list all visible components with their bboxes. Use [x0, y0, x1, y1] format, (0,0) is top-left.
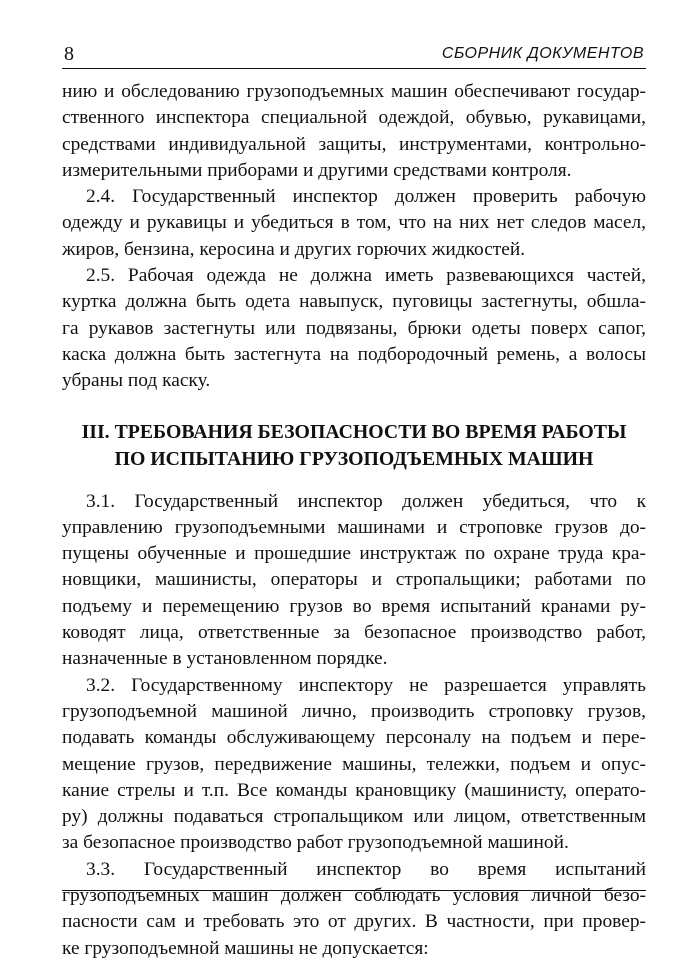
paragraph-2-4 — [62, 184, 646, 263]
text-line: куртка должна быть одета навыпуск, пуговицы застегнуты, обшла- — [62, 291, 646, 313]
text-line: грузоподъемных машин должен соблюдать условия личной безо- — [62, 885, 646, 907]
text-line: подавать команды обслуживающему персоналу на подъем и пере- — [62, 727, 646, 749]
text-line: 3.1. Государственный инспектор должен убедиться, что к — [86, 490, 646, 512]
text-line: за безопасное производство работ грузоподъемной машиной. — [62, 832, 569, 854]
text-line: га рукавов застегнуты или подвязаны, брюки одеты поверх сапог, — [62, 317, 646, 339]
text-line: подъему и перемещению грузов во время испытаний кранами ру- — [62, 595, 646, 617]
bottom-rule — [62, 890, 646, 891]
text-line: измерительными приборами и другими средствами контроля. — [62, 159, 572, 181]
text-line: новщики, машинисты, операторы и стропальщики; работами по — [62, 569, 646, 591]
paragraph-2-5 — [62, 263, 646, 394]
text-line: ственного инспектора специальной одеждой, обувью, рукавицами, — [62, 107, 646, 129]
text-line: ру) должны подаваться стропальщиком или лицом, ответственным — [62, 806, 646, 828]
text-line: пущены обученные и прошедшие инструктаж по охране труда кра- — [62, 543, 646, 565]
collection-title: СБОРНИК ДОКУМЕНТОВ — [441, 45, 644, 62]
section-heading-line: III. ТРЕБОВАНИЯ БЕЗОПАСНОСТИ ВО ВРЕМЯ РАБОТЫ — [81, 420, 627, 443]
text-line: нию и обследованию грузоподъемных машин обеспечивают государ- — [62, 81, 646, 102]
text-line: каска должна быть застегнута на подбородочный ремень, а волосы — [62, 343, 646, 365]
text-line: убраны под каску. — [62, 370, 211, 392]
document-body — [62, 79, 646, 962]
text-line: 2.5. Рабочая одежда не должна иметь развевающихся частей, — [86, 265, 646, 287]
section-heading-line: ПО ИСПЫТАНИЮ ГРУЗОПОДЪЕМНЫХ МАШИН — [114, 447, 594, 470]
text-line: кание стрелы и т.п. Все команды крановщику (машинисту, операто- — [62, 779, 646, 801]
text-line: 2.4. Государственный инспектор должен проверить рабочую — [86, 186, 646, 208]
page-number: 8 — [64, 43, 74, 65]
text-line: жиров, бензина, керосина и других горючих жидкостей. — [62, 238, 526, 260]
paragraph-continuation — [62, 79, 646, 184]
text-line: управлению грузоподъемными машинами и строповке грузов до- — [62, 516, 646, 538]
section-heading — [62, 419, 646, 473]
text-line: ководят лица, ответственные за безопасное производство работ, — [62, 622, 646, 644]
running-header — [62, 40, 646, 69]
text-line: мещение грузов, передвижение машины, тележки, подъем и опус- — [62, 753, 646, 775]
text-line: одежду и рукавицы и убедиться в том, что на них нет следов масел, — [62, 212, 646, 234]
text-line: средствами индивидуальной защиты, инструментами, контрольно- — [62, 133, 646, 155]
document-page — [62, 40, 646, 962]
text-line: ке грузоподъемной машины не допускается: — [62, 937, 429, 959]
text-line: назначенные в установленном порядке. — [62, 648, 388, 670]
text-line: 3.3. Государственный инспектор во время испытаний — [86, 858, 646, 880]
text-line: грузоподъемной машиной лично, производить строповку грузов, — [62, 700, 646, 722]
text-line: пасности сам и требовать это от других. В частности, при провер- — [62, 911, 646, 933]
paragraph-3-1 — [62, 489, 646, 673]
paragraph-3-3 — [62, 857, 646, 962]
text-line: 3.2. Государственному инспектору не разрешается управлять — [86, 674, 646, 696]
paragraph-3-2 — [62, 673, 646, 857]
